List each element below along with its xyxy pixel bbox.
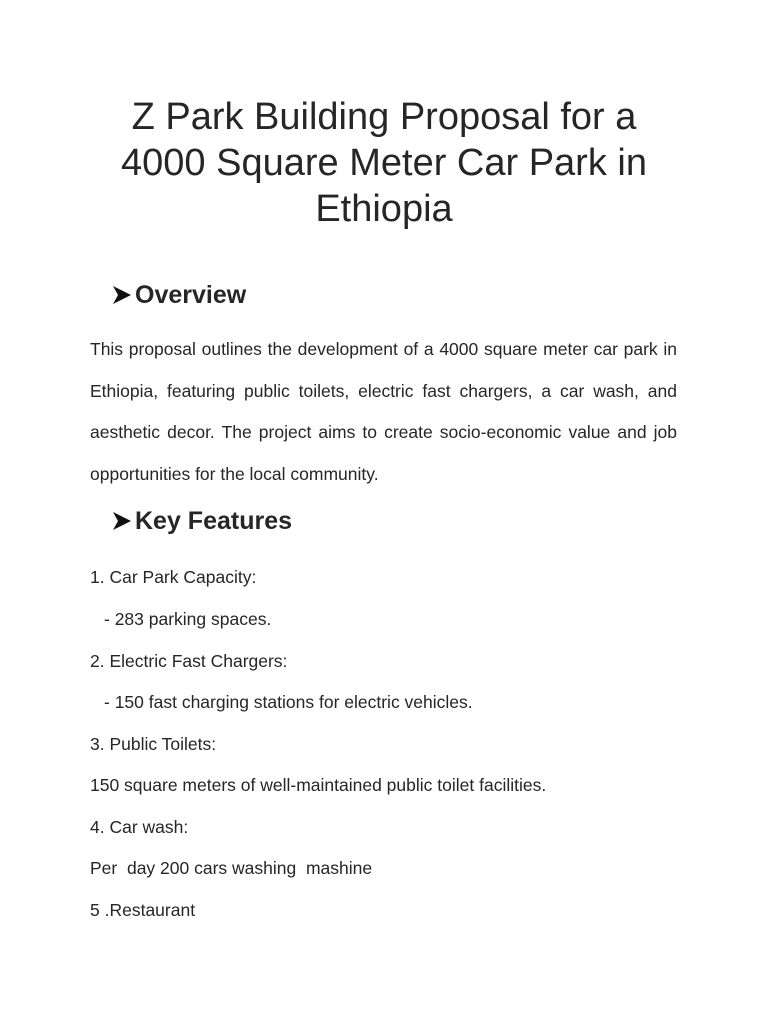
feature-item-electric-fast-chargers: 2. Electric Fast Chargers:	[90, 651, 288, 671]
feature-item-car-park-capacity: 1. Car Park Capacity:	[90, 567, 257, 587]
overview-heading-label: Overview	[135, 281, 247, 309]
feature-detail-charging-stations: - 150 fast charging stations for electric vehicles.	[104, 692, 473, 712]
arrowhead-bullet-icon	[112, 511, 132, 531]
key-features-heading	[112, 506, 292, 536]
overview-heading	[112, 280, 246, 310]
feature-item-public-toilets: 3. Public Toilets:	[90, 734, 217, 754]
feature-item-car-wash: 4. Car wash:	[90, 817, 189, 837]
overview-paragraph: This proposal outlines the development of a 4000 square meter car park in Ethiopia, featuring public toilets, electric fast chargers, a car wash, and aesthetic decor. The project aims to create socio-economic value and job opportunities for the local community.	[90, 339, 677, 484]
key-features-heading-label: Key Features	[135, 507, 293, 535]
feature-detail-parking-spaces: - 283 parking spaces.	[104, 609, 272, 629]
feature-detail-car-wash-capacity: Per day 200 cars washing mashine	[90, 858, 373, 878]
feature-item-restaurant: 5 .Restaurant	[90, 900, 196, 920]
document-title: Z Park Building Proposal for a 4000 Square Meter Car Park in Ethiopia	[121, 96, 647, 230]
arrowhead-bullet-icon	[112, 285, 132, 305]
feature-detail-toilet-facilities: 150 square meters of well-maintained public toilet facilities.	[90, 775, 547, 795]
